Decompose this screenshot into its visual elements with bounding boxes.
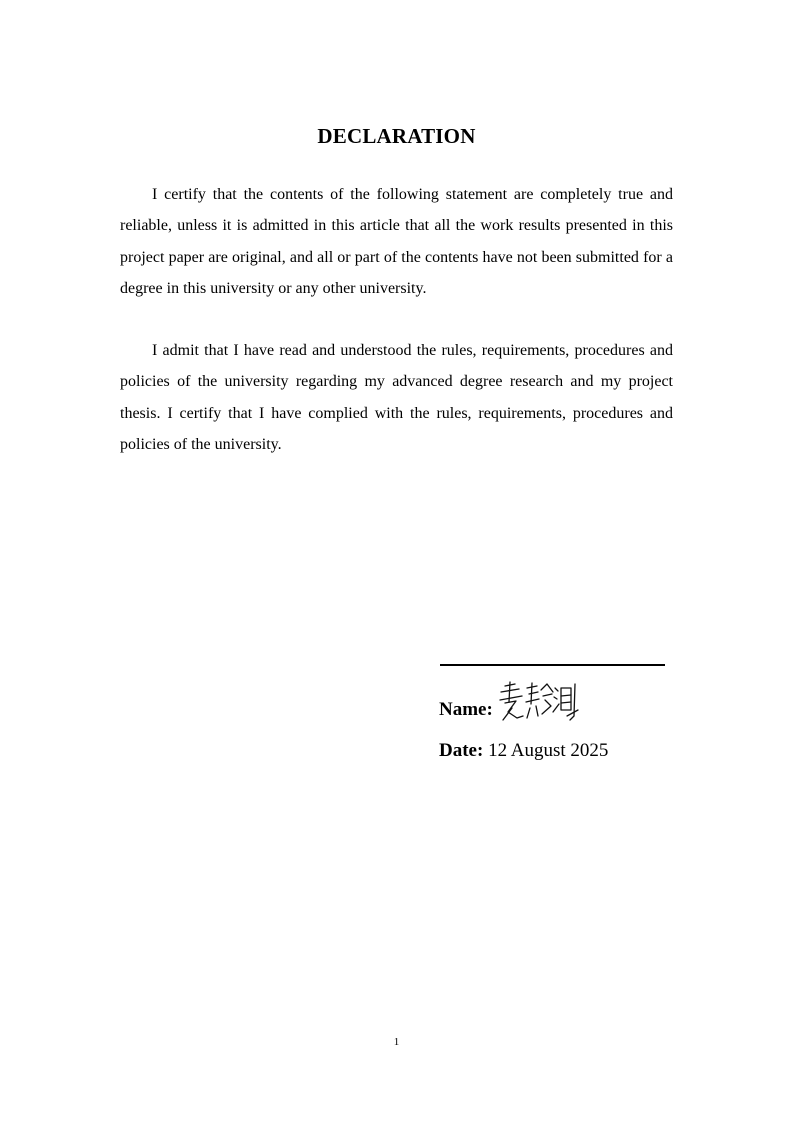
date-row xyxy=(439,739,608,763)
date-value: 12 August 2025 xyxy=(488,740,609,761)
page-number: 1 xyxy=(393,1036,400,1048)
date-label: Date: xyxy=(439,740,484,761)
signature-line xyxy=(440,664,665,666)
declaration-paragraph-1: I certify that the contents of the following statement are completely true and reliable, unless it is admitted in this article that all the work results presented in this project paper are original, and all or part of the contents have not been submitted for a degree in this university or any other university. xyxy=(120,186,673,297)
handwritten-signature xyxy=(497,680,579,724)
page-title: DECLARATION xyxy=(317,124,476,148)
name-label: Name: xyxy=(439,699,493,720)
name-row xyxy=(439,698,493,722)
declaration-paragraph-2: I admit that I have read and understood the rules, requirements, procedures and policies of the university regarding my advanced degree research and my project thesis. I certify that I have complied with the rules, requirements, procedures and policies of the university. xyxy=(120,342,673,453)
